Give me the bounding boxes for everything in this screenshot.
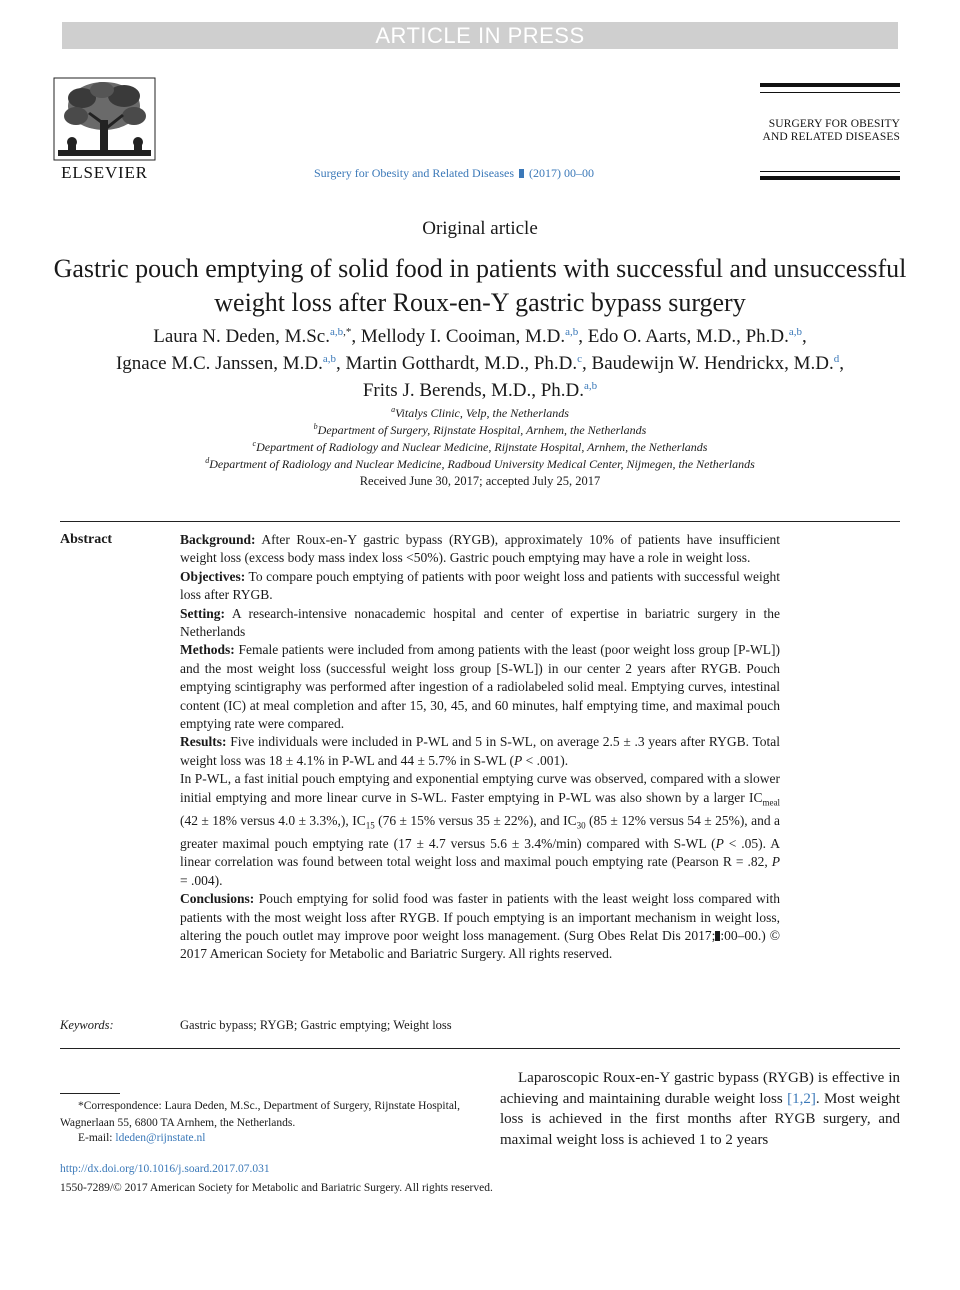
elsevier-logo	[52, 76, 157, 186]
subscript: 15	[365, 820, 375, 831]
copyright-line: 1550-7289/© 2017 American Society for Metabolic and Bariatric Surgery. All rights reserved.	[60, 1182, 493, 1194]
email-label: E-mail:	[78, 1132, 113, 1144]
author-affiliation-link[interactable]: a,b	[330, 326, 344, 338]
subscript: meal	[762, 797, 780, 808]
section-text: A research-intensive nonacademic hospital and center of expertise in bariatric surgery in the Netherlands	[180, 605, 780, 640]
section-text: < .001).	[522, 752, 569, 768]
author	[116, 353, 346, 374]
subscript: 30	[576, 820, 586, 831]
keywords-label: Keywords:	[60, 1018, 114, 1032]
section-text: Pouch emptying for solid food was faster in patients with the least weight loss compared with patients with the most weight loss after RYGB. If pouch emptying is an important mechanism in weight loss, altering the pouch outlet may improve poor weight loss management. (Surg Obes Relat Dis 2017;	[180, 891, 780, 943]
author-name: Ignace M.C. Janssen, M.D.	[115, 353, 323, 374]
author-name: Frits J. Berends, M.D., Ph.D.	[362, 380, 584, 401]
author-name: Edo O. Aarts, M.D., Ph.D.	[587, 326, 789, 347]
abstract-methods	[180, 641, 780, 733]
abstract-conclusions	[180, 890, 780, 964]
email-link[interactable]: ldeden@rijnstate.nl	[115, 1132, 206, 1144]
journal-name-line-2: AND RELATED DISEASES	[762, 131, 900, 143]
abstract-setting	[180, 605, 780, 642]
section-heading: Objectives:	[180, 568, 246, 584]
section-heading: Background:	[180, 532, 256, 547]
citation-bracket: [	[787, 1090, 793, 1107]
section-heading: Setting:	[180, 605, 225, 621]
section-text: To compare pouch emptying of patients with poor weight loss and patients with successful weight loss after RYGB.	[180, 568, 780, 603]
author	[361, 326, 588, 347]
author-name: Martin Gotthardt, M.D., Ph.D.	[345, 353, 578, 374]
author-list	[40, 323, 920, 404]
affiliation	[100, 439, 860, 456]
affiliation	[100, 405, 860, 422]
body-text: Laparoscopic Roux-en-Y gastric bypass (RYGB) is effective in achieving and maintaining durable weight loss	[500, 1070, 900, 1107]
author	[345, 353, 591, 374]
author-separator: ,	[839, 353, 845, 374]
received-dates: Received June 30, 2017; accepted July 25, 2017	[359, 474, 601, 488]
citation-link[interactable]: 2	[803, 1090, 811, 1107]
body-text: . Most weight loss is achieved in the first months after RYGB surgery, and maximal weight loss is achieved 1 to 2 years	[500, 1090, 900, 1148]
author-affiliation-link[interactable]: a,b	[565, 326, 579, 338]
masthead-rule-bottom-thin	[760, 171, 900, 172]
affiliation-label: a	[391, 405, 396, 414]
journal-name-line-1: SURGERY FOR OBESITY	[768, 118, 900, 130]
section-heading: Methods:	[180, 642, 235, 658]
section-text: (85 ± 12% versus 54 ± 25%), and a greater maximal pouch emptying rate (17 ± 4.7 versus 5.6 ± 3.4%/min) compared with S-WL (	[180, 812, 780, 851]
abstract-results	[180, 733, 780, 770]
p-value-symbol: P	[514, 752, 523, 768]
body-paragraph	[500, 1068, 900, 1150]
abstract-top-rule	[60, 521, 900, 522]
affiliation-label: d	[205, 456, 210, 465]
affiliation-label: c	[252, 439, 257, 448]
journal-citation-volume: (2017) 00–00	[529, 166, 595, 180]
abstract-background	[180, 531, 780, 568]
p-value-symbol: P	[715, 835, 724, 851]
article-title: Gastric pouch emptying of solid food in patients with successful and unsuccessful weight loss after Roux-en-Y gastric bypass surgery	[53, 254, 907, 317]
citation-bracket: ]	[810, 1090, 816, 1107]
author-name: Laura N. Deden, M.Sc.	[153, 326, 330, 347]
abstract-results-continued	[180, 770, 780, 890]
author	[363, 380, 597, 401]
masthead-rule-bottom	[760, 176, 900, 180]
keywords-text: Gastric bypass; RYGB; Gastric emptying; Weight loss	[180, 1018, 452, 1032]
article-type: Original article	[422, 218, 538, 239]
email-line	[78, 1132, 205, 1144]
affiliation	[100, 456, 860, 473]
section-text: In P-WL, a fast initial pouch emptying and exponential emptying curve was observed, compared with a slower initial emptying and more linear curve in S-WL. Faster emptying in P-WL was also shown by a larger IC	[180, 771, 780, 805]
author-separator: ,	[582, 353, 592, 374]
section-heading: Conclusions:	[180, 891, 255, 907]
elsevier-tree-icon	[52, 76, 157, 162]
journal-citation-name[interactable]: Surgery for Obesity and Related Diseases	[313, 166, 515, 180]
affiliation-text: Department of Surgery, Rijnstate Hospital, Arnhem, the Netherlands	[317, 423, 647, 437]
section-text: = .004).	[180, 872, 223, 888]
affiliation-list	[100, 405, 860, 473]
author	[592, 353, 844, 374]
section-text: Five individuals were included in P-WL and 5 in S-WL, on average 2.5 ± .3 years after RYGB. Total weight loss was 18 ± 4.1% in P-WL and 44 ± 5.7% in S-WL (	[180, 734, 781, 768]
section-text: After Roux-en-Y gastric bypass (RYGB), approximately 10% of patients have insufficient weight loss (excess body mass index loss <50%). Gastric pouch emptying may have a role in weight loss.	[180, 532, 780, 566]
journal-masthead	[700, 118, 900, 144]
section-text: (42 ± 18% versus 4.0 ± 3.3%,), IC	[180, 812, 366, 828]
affiliation-text: Department of Radiology and Nuclear Medicine, Rijnstate Hospital, Arnhem, the Netherlands	[256, 440, 708, 454]
journal-citation	[160, 166, 748, 181]
section-text: (76 ± 15% versus 35 ± 22%), and IC	[374, 812, 577, 828]
publisher-name: ELSEVIER	[61, 163, 148, 182]
section-heading: Results:	[180, 734, 227, 750]
author-affiliation-link[interactable]: a,b	[788, 326, 803, 338]
author-separator: ,	[578, 326, 588, 347]
affiliation-label: b	[313, 422, 318, 431]
citation-link[interactable]: 1	[792, 1090, 800, 1107]
abstract-objectives	[180, 568, 780, 605]
citation-separator: ,	[799, 1090, 804, 1107]
section-text: Female patients were included from among patients with the least (poor weight loss group [P-WL]) and the most weight loss (successful weight loss group [S-WL]) in our center 2 years after RYGB. Pouch emptying scintigraphy was performed after ingestion of a radiolabeled solid meal. Emptying curves, intestinal content (IC) at meal completion and after 15, 30, 45, and 60 minutes, half emptying time, and maximal pouch emptying rate were compared.	[180, 642, 780, 732]
masthead-rule-top-thin	[760, 92, 900, 93]
author-affiliation-link[interactable]: a,b	[322, 353, 336, 365]
masthead-rule-top	[760, 83, 900, 87]
corresponding-author-mark: ,*	[343, 326, 352, 338]
section-text: :00–00.) © 2017 American Society for Metabolic and Bariatric Surgery. All rights reserved.	[180, 927, 780, 962]
author	[153, 326, 361, 347]
author-affiliation-link[interactable]: d	[833, 353, 840, 365]
abstract-label: Abstract	[60, 532, 113, 547]
affiliation	[100, 422, 860, 439]
author-separator: ,	[802, 326, 807, 347]
volume-placeholder-mark	[519, 169, 524, 178]
author-name: Mellody I. Cooiman, M.D.	[360, 326, 566, 347]
article-in-press-banner: ARTICLE IN PRESS	[62, 22, 898, 49]
author-separator: ,	[351, 326, 361, 347]
author-separator: ,	[335, 353, 346, 374]
section-text: < .05). A linear correlation was found between total weight loss and maximal pouch emptying rate (Pearson R = .82,	[180, 835, 780, 870]
footnote-rule	[60, 1093, 120, 1094]
affiliation-text: Vitalys Clinic, Velp, the Netherlands	[395, 406, 569, 420]
author-affiliation-link[interactable]: a,b	[584, 380, 598, 392]
author	[588, 326, 807, 347]
abstract-bottom-rule	[60, 1048, 900, 1049]
doi-link[interactable]: http://dx.doi.org/10.1016/j.soard.2017.07.031	[60, 1163, 270, 1175]
abstract-body	[180, 531, 780, 964]
p-value-symbol: P	[771, 854, 780, 870]
author-name: Baudewijn W. Hendrickx, M.D.	[591, 353, 834, 374]
author-affiliation-link[interactable]: c	[577, 353, 583, 365]
correspondence-note: *Correspondence: Laura Deden, M.Sc., Department of Surgery, Rijnstate Hospital, Wagnerlaan 55, 6800 TA Arnhem, the Netherlands.	[60, 1100, 460, 1129]
affiliation-text: Department of Radiology and Nuclear Medicine, Radboud University Medical Center, Nijmegen, the Netherlands	[209, 457, 755, 471]
